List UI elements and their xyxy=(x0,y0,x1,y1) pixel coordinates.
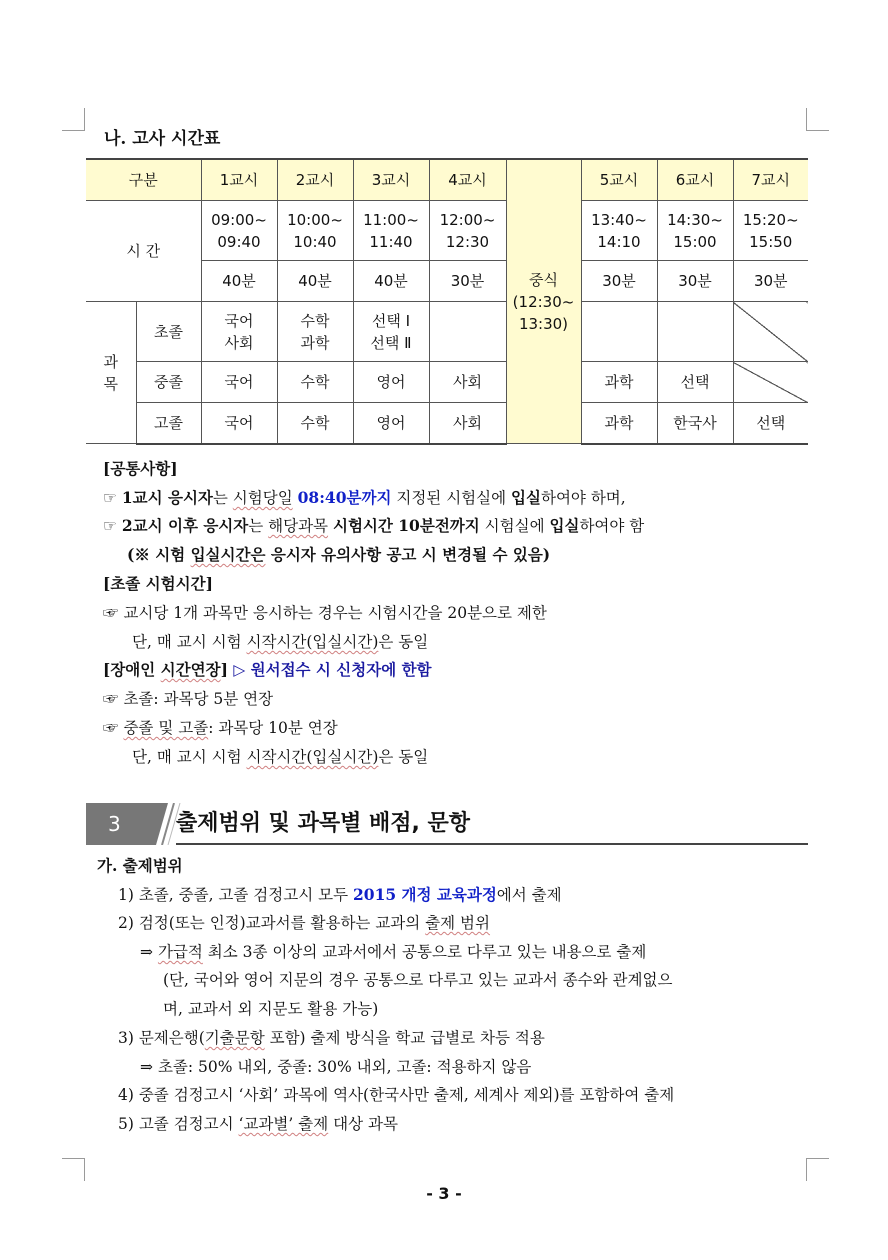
duration-period-4: 30분 xyxy=(429,261,506,302)
subject-row-elementary xyxy=(86,302,808,362)
header-period-2: 2교시 xyxy=(277,159,353,201)
corner-mark-top-left xyxy=(62,108,85,131)
lunch-time-end: 13:30) xyxy=(518,314,569,333)
elem-period-1: 국어 사회 xyxy=(201,302,277,362)
lunch-cell xyxy=(506,159,581,444)
disabled-extension-heading: [장애인 시간연장] ▷ 원서접수 시 신청자에 한함 xyxy=(103,660,432,679)
elem-period-6 xyxy=(657,302,733,362)
elem-period-7-empty xyxy=(733,302,808,362)
scope-item-3-sub: ⇒ 초졸: 50% 내외, 중졸: 30% 내외, 고졸: 적용하지 않음 xyxy=(140,1058,532,1076)
level-middle: 중졸 xyxy=(136,362,201,403)
subject-label: 과 목 xyxy=(86,302,136,444)
level-high: 고졸 xyxy=(136,403,201,444)
subject-row-high xyxy=(86,403,808,444)
header-period-1: 1교시 xyxy=(201,159,277,201)
header-period-6: 6교시 xyxy=(657,159,733,201)
common-line-3-note: (※ 시험 입실시간은 응시자 유의사항 공고 시 변경될 수 있음) xyxy=(127,545,551,564)
duration-period-1: 40분 xyxy=(201,261,277,302)
elem-period-5 xyxy=(581,302,657,362)
section-title-exam-schedule: 나. 고사 시간표 xyxy=(104,129,221,149)
banner-underline xyxy=(176,843,808,845)
subject-row-middle xyxy=(86,362,808,403)
header-period-4: 4교시 xyxy=(429,159,506,201)
pointing-hand-icon: ☞ xyxy=(103,690,119,708)
time-row xyxy=(86,201,808,261)
high-period-2: 수학 xyxy=(277,403,353,444)
section-number: 3 xyxy=(86,803,156,845)
elem-period-2: 수학 과학 xyxy=(277,302,353,362)
mid-period-6: 선택 xyxy=(657,362,733,403)
mid-period-7-empty xyxy=(733,362,808,403)
exam-timetable xyxy=(86,158,808,445)
header-category: 구분 xyxy=(86,159,201,201)
common-heading: [공통사항] xyxy=(103,459,178,478)
elem-period-3: 선택 Ⅰ 선택 Ⅱ xyxy=(353,302,429,362)
elem-period-4 xyxy=(429,302,506,362)
scope-item-1: 1) 초졸, 중졸, 고졸 검정고시 모두 2015 개정 교육과정에서 출제 xyxy=(118,885,562,904)
high-period-7: 선택 xyxy=(733,403,808,444)
scope-item-2-sub-2: (단, 국어와 영어 지문의 경우 공통으로 다루고 있는 교과서 종수와 관계없으 xyxy=(163,971,673,989)
high-period-6: 한국사 xyxy=(657,403,733,444)
pointing-hand-icon: ☞ xyxy=(103,719,119,737)
common-line-2: ☞ 2교시 이후 응시자는 해당과목 시험시간 10분전까지 시험실에 입실하여야 함 xyxy=(103,516,645,535)
time-label: 시 간 xyxy=(86,201,201,302)
timetable-header-row xyxy=(86,159,808,201)
header-period-5: 5교시 xyxy=(581,159,657,201)
disabled-extension-line-2: ☞ 중졸 및 고졸: 과목당 10분 연장 xyxy=(103,719,338,737)
pointing-hand-icon: ☞ xyxy=(103,517,117,535)
section-3-banner xyxy=(86,803,808,845)
corner-mark-top-right xyxy=(806,108,829,131)
scope-item-2-sub-1: ⇒ 가급적 최소 3종 이상의 교과서에서 공통으로 다루고 있는 내용으로 출제 xyxy=(140,943,647,961)
corner-mark-bottom-left xyxy=(62,1158,85,1181)
arrow-icon: ⇒ xyxy=(140,1058,153,1076)
duration-period-6: 30분 xyxy=(657,261,733,302)
disabled-extension-note: ▷ 원서접수 시 신청자에 한함 xyxy=(233,660,432,679)
duration-period-2: 40분 xyxy=(277,261,353,302)
arrow-icon: ⇒ xyxy=(140,943,153,961)
elementary-time-line-1: ☞ 교시당 1개 과목만 응시하는 경우는 시험시간을 20분으로 제한 xyxy=(103,604,547,622)
duration-period-3: 40분 xyxy=(353,261,429,302)
pointing-hand-icon: ☞ xyxy=(103,604,119,622)
mid-period-4: 사회 xyxy=(429,362,506,403)
page-number: - 3 - xyxy=(426,1184,462,1203)
time-period-1: 09:00~ 09:40 xyxy=(201,201,277,261)
mid-period-5: 과학 xyxy=(581,362,657,403)
time-period-5: 13:40~ 14:10 xyxy=(581,201,657,261)
high-period-4: 사회 xyxy=(429,403,506,444)
duration-period-7: 30분 xyxy=(733,261,808,302)
header-period-3: 3교시 xyxy=(353,159,429,201)
scope-title: 가. 출제범위 xyxy=(97,856,183,875)
time-period-3: 11:00~ 11:40 xyxy=(353,201,429,261)
section-3-title: 출제범위 및 과목별 배점, 문항 xyxy=(176,811,471,836)
mid-period-1: 국어 xyxy=(201,362,277,403)
header-period-7: 7교시 xyxy=(733,159,808,201)
common-line-1: ☞ 1교시 응시자는 시험당일 08:40분까지 지정된 시험실에 입실하여야 하며, xyxy=(103,488,626,507)
time-period-6: 14:30~ 15:00 xyxy=(657,201,733,261)
lunch-label: 중식 xyxy=(529,270,558,289)
high-period-5: 과학 xyxy=(581,403,657,444)
corner-mark-bottom-right xyxy=(806,1158,829,1181)
pointing-hand-icon: ☞ xyxy=(103,489,117,507)
high-period-1: 국어 xyxy=(201,403,277,444)
level-elementary: 초졸 xyxy=(136,302,201,362)
elementary-time-heading: [초졸 시험시간] xyxy=(103,574,213,593)
high-period-3: 영어 xyxy=(353,403,429,444)
scope-item-2: 2) 검정(또는 인정)교과서를 활용하는 교과의 출제 범위 xyxy=(118,914,491,932)
time-period-4: 12:00~ 12:30 xyxy=(429,201,506,261)
disabled-extension-line-3: 단, 매 교시 시험 시작시간(입실시간)은 동일 xyxy=(132,748,429,766)
scope-item-4: 4) 중졸 검정고시 ‘사회’ 과목에 역사(한국사만 출제, 세계사 제외)를 포함하여 출제 xyxy=(118,1086,675,1104)
time-period-7: 15:20~ 15:50 xyxy=(733,201,808,261)
disabled-extension-line-1: ☞ 초졸: 과목당 5분 연장 xyxy=(103,690,274,708)
scope-item-3: 3) 문제은행(기출문항 포함) 출제 방식을 학교 급별로 차등 적용 xyxy=(118,1029,545,1047)
mid-period-2: 수학 xyxy=(277,362,353,403)
mid-period-3: 영어 xyxy=(353,362,429,403)
scope-item-2-sub-3: 며, 교과서 외 지문도 활용 가능) xyxy=(163,1000,379,1018)
scope-item-5: 5) 고졸 검정고시 ‘교과별’ 출제 대상 과목 xyxy=(118,1115,398,1133)
duration-period-5: 30분 xyxy=(581,261,657,302)
elementary-time-line-2: 단, 매 교시 시험 시작시간(입실시간)은 동일 xyxy=(132,633,429,651)
lunch-time-start: (12:30~ xyxy=(512,292,575,311)
time-period-2: 10:00~ 10:40 xyxy=(277,201,353,261)
